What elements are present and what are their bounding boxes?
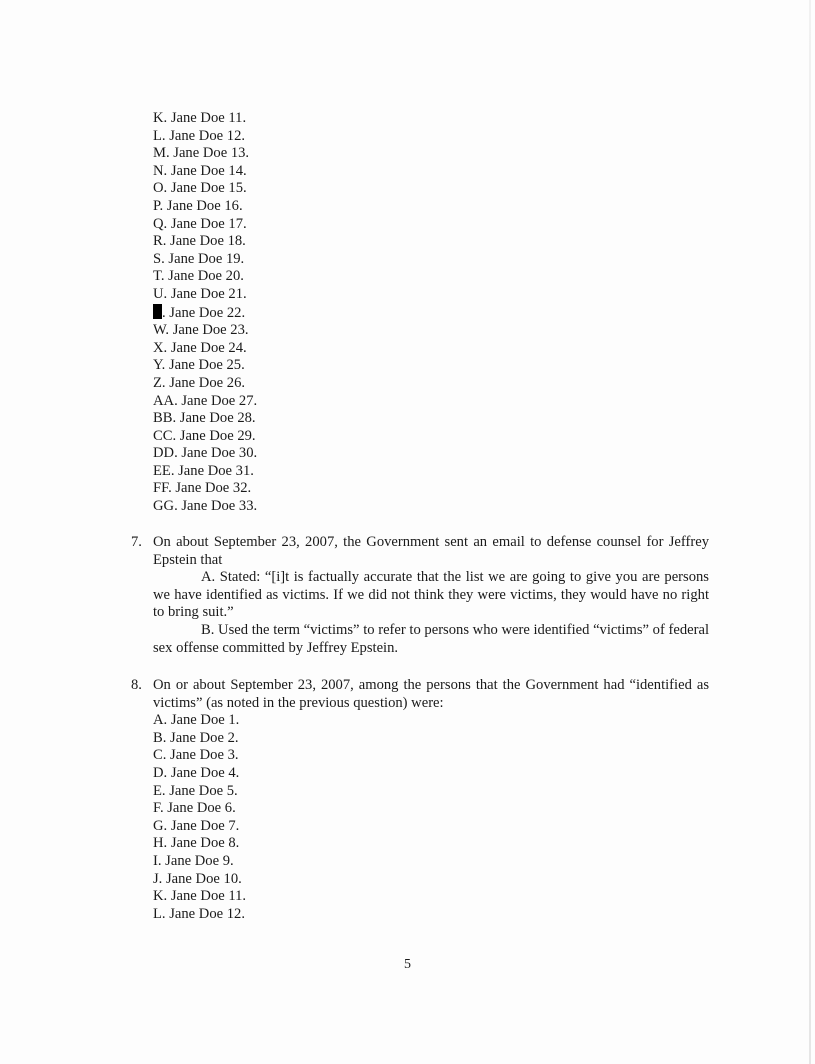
list-item-label: BB.: [153, 410, 177, 427]
item-b-lead: B. Used the term “victims” to refer to persons who were identified “victims” of: [201, 621, 665, 638]
list-item-text: Jane Doe 13.: [169, 145, 250, 162]
list-item: [153, 410, 257, 428]
list-item-label: U.: [153, 285, 168, 302]
paragraph-8-intro: On or about September 23, 2007, among the persons that the Government had “identified as victims” (as noted in the previous question) were:: [153, 677, 709, 711]
list-item: [153, 180, 257, 198]
list-item: [153, 445, 257, 463]
list-item: [153, 393, 257, 411]
list-item: [153, 322, 257, 340]
list-item-text: Jane Doe 20.: [164, 268, 244, 285]
list-item-label: S.: [153, 250, 165, 267]
list-item-label: K.: [153, 110, 168, 126]
list-item-text: Jane Doe 21.: [167, 285, 247, 302]
list-item-label: O.: [153, 180, 168, 197]
list-item: [153, 128, 257, 146]
list-item: B. Jane Doe 2.: [153, 729, 239, 746]
list-item-label: R.: [153, 233, 167, 250]
paragraph-number: 8.: [131, 677, 142, 693]
list-item-redacted: [153, 304, 257, 323]
list-item-text: Jane Doe 23.: [169, 322, 249, 339]
list-item: [153, 145, 257, 163]
list-item: [153, 163, 257, 181]
list-item-label: FF.: [153, 480, 172, 497]
list-item: L. Jane Doe 12.: [153, 905, 245, 922]
list-item: [153, 463, 257, 481]
list-item-label: EE.: [153, 462, 175, 479]
list-item: [153, 268, 257, 286]
list-item: [153, 480, 257, 498]
item-a-rest: persons we have identified as victims. If we did not think they were victims, they would have no right to bring suit.”: [153, 569, 709, 621]
list-item-text: Jane Doe 27.: [177, 392, 258, 409]
list-item: [153, 375, 257, 393]
list-item: E. Jane Doe 5.: [153, 782, 238, 799]
list-item-text: Jane Doe 29.: [176, 427, 256, 444]
list-item: [153, 357, 257, 375]
list-item: [153, 286, 257, 304]
list-item-label: T.: [153, 268, 165, 285]
list-item-text: Jane Doe 22.: [165, 304, 246, 321]
list-item: [153, 216, 257, 234]
list-item-label: Q.: [153, 215, 168, 232]
list-item-text: Jane Doe 17.: [167, 215, 247, 232]
victim-list-continued: [153, 110, 257, 516]
list-item-label: AA.: [153, 392, 178, 409]
list-item-text: Jane Doe 18.: [166, 233, 246, 250]
list-item-text: Jane Doe 32.: [171, 480, 252, 497]
list-item: G. Jane Doe 7.: [153, 817, 240, 834]
item-b-rest: federal sex offense committed by Jeffrey Epstein.: [153, 621, 709, 656]
list-item: [153, 233, 257, 251]
list-item: [153, 428, 257, 446]
item-a-lead: A. Stated: “[i]t is factually accurate that the list we are going to give you are: [201, 569, 660, 586]
redaction-box: [153, 304, 162, 319]
victim-list: [153, 712, 709, 923]
list-item: H. Jane Doe 8.: [153, 835, 240, 852]
list-item-text: Jane Doe 14.: [167, 162, 247, 179]
list-item-text: Jane Doe 11.: [167, 110, 247, 126]
list-item: [153, 110, 257, 128]
list-item: D. Jane Doe 4.: [153, 764, 240, 781]
list-item: F. Jane Doe 6.: [153, 800, 236, 817]
list-item-label: L.: [153, 127, 166, 144]
list-item-text: Jane Doe 24.: [167, 339, 247, 356]
list-item: [153, 251, 257, 269]
list-item-text: Jane Doe 28.: [176, 410, 256, 427]
list-item-label: W.: [153, 322, 170, 339]
list-item: J. Jane Doe 10.: [153, 870, 242, 887]
list-item-label: X.: [153, 339, 168, 356]
list-item-text: Jane Doe 26.: [165, 374, 246, 391]
list-item-label: M.: [153, 145, 170, 162]
paragraph-7-item-b: [153, 622, 709, 657]
paragraph-7-item-a: [153, 569, 709, 622]
list-item: K. Jane Doe 11.: [153, 888, 247, 905]
list-item: C. Jane Doe 3.: [153, 747, 239, 764]
list-item-text: Jane Doe 16.: [163, 197, 243, 214]
paragraph-7: [131, 534, 709, 657]
list-item-text: Jane Doe 12.: [165, 127, 246, 144]
paragraph-8: [131, 677, 709, 923]
paragraph-number: 7.: [131, 534, 142, 550]
list-item-label: Y.: [153, 357, 166, 374]
paragraph-7-intro: On about September 23, 2007, the Government sent an email to defense counsel for Jeffrey Epstein that: [153, 534, 709, 568]
scan-edge: [809, 0, 811, 1064]
list-item-label: CC.: [153, 427, 177, 444]
list-item-label: .: [162, 304, 166, 321]
list-item-label: DD.: [153, 445, 178, 462]
list-item: [153, 340, 257, 358]
list-item-label: P.: [153, 197, 164, 214]
list-item: [153, 198, 257, 216]
list-item-text: Jane Doe 19.: [164, 250, 245, 267]
list-item-text: Jane Doe 15.: [167, 180, 247, 197]
list-item-text: Jane Doe 30.: [177, 445, 258, 462]
list-item-label: GG.: [153, 498, 178, 515]
list-item-text: Jane Doe 33.: [177, 498, 258, 515]
list-item: [153, 498, 257, 516]
list-item: I. Jane Doe 9.: [153, 852, 234, 869]
list-item-text: Jane Doe 31.: [174, 462, 254, 479]
list-item-text: Jane Doe 25.: [165, 357, 245, 374]
list-item-label: N.: [153, 162, 168, 179]
list-item: A. Jane Doe 1.: [153, 712, 240, 729]
list-item-label: Z.: [153, 374, 166, 391]
page-number: 5: [404, 957, 411, 972]
